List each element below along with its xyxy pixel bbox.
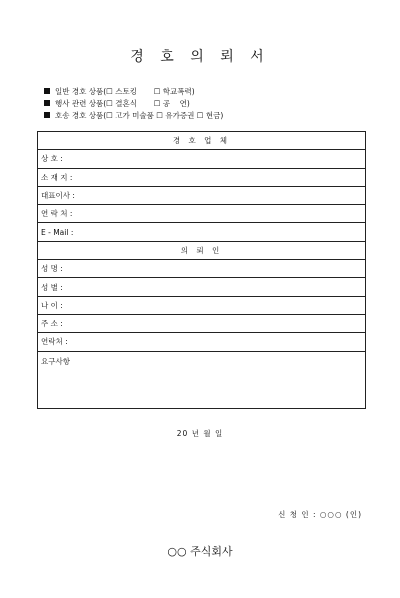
field-client-name: 성 명 : bbox=[38, 260, 366, 278]
field-company-address: 소 재 지 : bbox=[38, 168, 366, 186]
field-client-contact: 연락처 : bbox=[38, 333, 366, 351]
field-company-name: 상 호 : bbox=[38, 150, 366, 168]
option-general bbox=[44, 86, 223, 98]
option-general-label: 일반 경호 상품(☐ 스토킹 ☐ 학교폭력) bbox=[55, 87, 195, 96]
field-client-address: 주 소 : bbox=[38, 314, 366, 332]
option-event bbox=[44, 98, 223, 110]
date-line: 20 년 월 일 bbox=[176, 429, 224, 438]
applicant-signature: 신 청 인 : ○○○ (인) bbox=[278, 510, 362, 519]
section-header-company: 경 호 업 체 bbox=[38, 132, 366, 150]
bullet-square-icon bbox=[44, 88, 50, 94]
field-client-age: 나 이 : bbox=[38, 296, 366, 314]
field-company-ceo: 대표이사 : bbox=[38, 186, 366, 204]
request-form-table bbox=[37, 131, 366, 409]
option-escort-label: 호송 경호 상품(☐ 고가 미술품 ☐ 유가증권 ☐ 현금) bbox=[55, 111, 224, 120]
field-client-gender: 성 별 : bbox=[38, 278, 366, 296]
field-company-email: E - Mail : bbox=[38, 223, 366, 241]
option-event-label: 행사 관련 상품(☐ 결혼식 ☐ 공 연) bbox=[55, 99, 190, 108]
section-header-client: 의 뢰 인 bbox=[38, 241, 366, 259]
bullet-square-icon bbox=[44, 112, 50, 118]
option-escort bbox=[44, 110, 223, 122]
company-name: ○○ 주식회사 bbox=[167, 545, 233, 558]
bullet-square-icon bbox=[44, 100, 50, 106]
document-title: 경 호 의 뢰 서 bbox=[130, 49, 270, 65]
service-options bbox=[44, 86, 223, 122]
field-company-contact: 연 락 처 : bbox=[38, 205, 366, 223]
field-requests: 요구사항 bbox=[38, 351, 366, 408]
